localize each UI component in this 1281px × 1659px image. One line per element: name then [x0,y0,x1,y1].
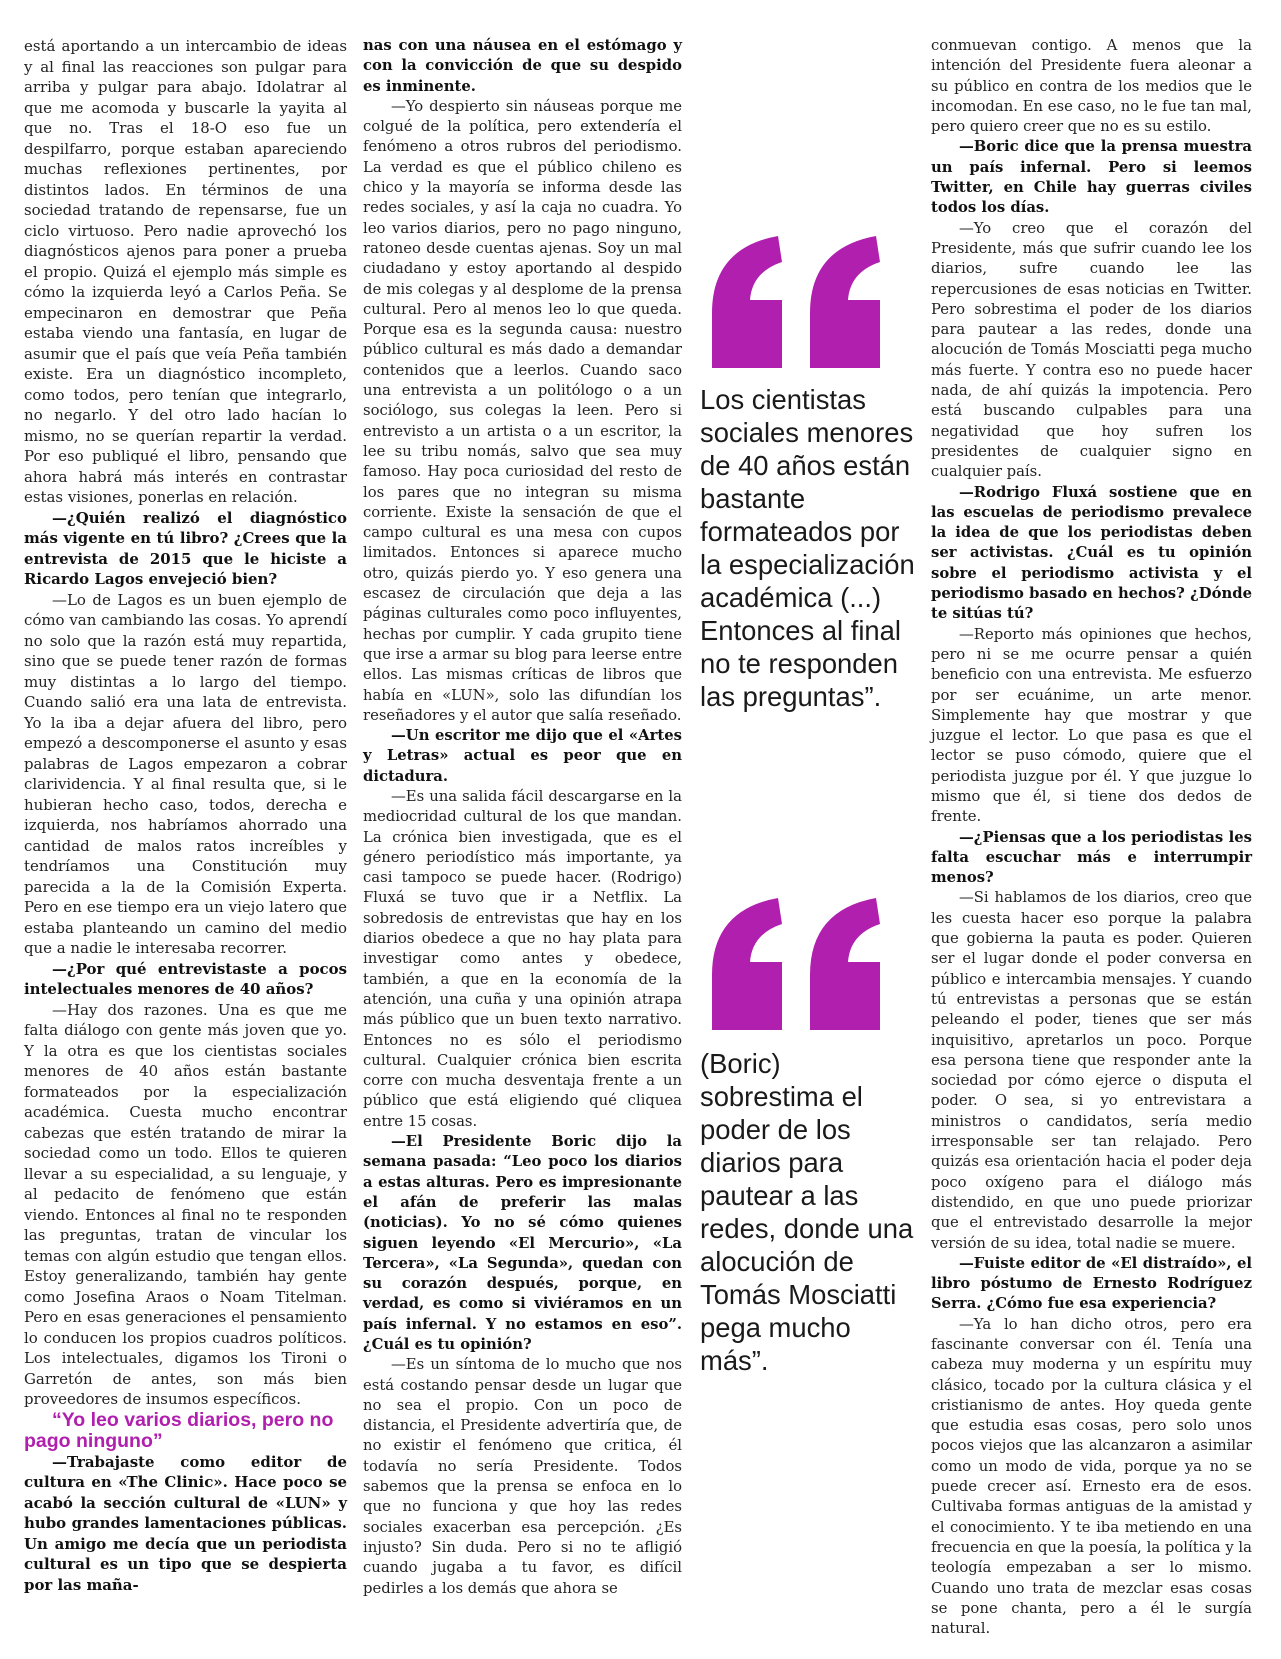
body-paragraph: conmuevan contigo. A menos que la intención del Presidente fuera aleonar a su público en contra de los medios que le incomodan. En ese caso, no le fue tan mal, pero quiero creer que no es su estilo. [931,37,1252,136]
body-paragraph: está aportando a un intercambio de ideas y al final las reacciones son pulgar para arriba y pulgar para abajo. Idolatrar al que me acomoda y buscarle la yayita al que no. Tras el 18-O eso fue un despilfarro, porque estaban apareciendo muchas reflexiones pertinentes, por distintos lados. En términos de una sociedad tratando de repensarse, fue un ciclo virtuoso. Pero nadie aprovechó los diagnósticos ajenos para poner a prueba el propio. Quizá el ejemplo más simple es cómo la izquierda leyó a Carlos Peña. Se empecinaron en demostrar que Peña estaba viendo una fantasía, en lugar de asumir que el país que veía Peña también existe. Era un diagnóstico incompleto, como todos, pero tenían que integrarlo, no negarlo. Y del otro lado hacían lo mismo, no se querían repartir la verdad. Por eso publiqué el libro, pensando que ahora habrá más interés en contrastar estas visiones, ponerlas en relación. [24,37,347,506]
interview-answer: —Si hablamos de los diarios, creo que les cuesta hacer eso porque la palabra que gobierna la pauta es poder. Quieren ser el lugar donde el poder conversa en público e intercambia mensajes. Y cuando tú entrevistas a personas que se están peleando el poder, tienes que ser más inquisitivo, apretarlos un poco. Porque esa persona tiene que responder ante la sociedad por cómo ejerce o disputa el poder. O sea, si yo entrevistara a ministros o candidatos, sería medio irresponsable ser tan relajado. Pero quizás esa orientación hacia el poder deja poco oxígeno para el diálogo más distendido, en que uno puede priorizar que el entrevistado desarrolle la mejor versión de su idea, total nadie se muere. [931,889,1252,1252]
interview-answer: —Es un síntoma de lo mucho que nos está costando pensar desde un lugar que no sea el propio. Con un poco de distancia, el Presidente advertiría que, de no existir el fenómeno que critica, él todavía no sería Presidente. Todos sabemos que la prensa se enfoca en lo que no funciona y que hoy las redes sociales exacerban esa percepción. ¿Es injusto? Sin duda. Pero si no te afligió cuando jugaba a tu favor, es difícil pedirles a los demás que ahora se [363,1356,682,1597]
interview-question-continued: nas con una náusea en el estómago y con la convicción de que su despido es inminente. [363,37,682,95]
quote-mark-icon [700,228,900,368]
interview-question: —Boric dice que la prensa muestra un país infernal. Pero si leemos Twitter, en Chile hay guerras civiles todos los días. [931,138,1252,217]
interview-question: —¿Por qué entrevistaste a pocos intelectuales menores de 40 años? [24,959,347,998]
pull-quote-2: (Boric) sobrestima el poder de los diarios para pautear a las redes, donde una alocución de Tomás Mosciatti pega mucho más”. [700,1048,914,1376]
interview-answer: —Hay dos razones. Una es que me falta diálogo con gente más joven que yo. Y la otra es que los cientistas sociales menores de 40 años están bastante formateados por la especialización académica. Cuesta mucho encontrar cabezas que estén tratando de mirar la sociedad como un todo. Ellos te quieren llevar a su especialidad, a su lenguaje, y al pedacito de fenómeno que están viendo. Entonces al final no te responden las preguntas, tratan de vincular los temas con algún estudio que tengan ellos. Estoy generalizando, también hay gente como Josefina Araos o Noam Titelman. Pero en esas generaciones el pensamiento lo conducen los propios cuadros políticos. Los intelectuales, digamos los Tironi o Garretón de antes, son más bien proveedores de insumos específicos. [24,1000,347,1408]
interview-answer: —Lo de Lagos es un buen ejemplo de cómo van cambiando las cosas. Yo aprendí no solo que la razón está muy repartida, sino que se puede tener razón de formas muy distintas a lo largo del tiempo. Cuando salió era una lata de entrevista. Yo la iba a dejar afuera del libro, pero empezó a descomponerse el asunto y esas palabras de Lagos empezaron a cobrar clarividencia. Y al final resulta que, si le hubieran hecho caso, todos, derecha e izquierda, nos habríamos ahorrado una cantidad de malos ratos increíbles y tendríamos una Constitución muy parecida a la de la Comisión Experta. Pero en ese tiempo era un viejo latero que estaba planteando un camino del medio que a nadie le interesaba recorrer. [24,590,347,957]
interview-question: —¿Quién realizó el diagnóstico más vigente en tú libro? ¿Crees que la entrevista de 2015 que le hiciste a Ricardo Lagos envejeció bien? [24,508,347,588]
interview-question: —Fuiste editor de «El distraído», el libro póstumo de Ernesto Rodríguez Serra. ¿Cómo fue esa experiencia? [931,1254,1252,1313]
interview-answer: —Es una salida fácil descargarse en la mediocridad cultural de los que mandan. La crónica bien investigada, que es el género periodístico más importante, ya casi tampoco se puede hacer. (Rodrigo) Fluxá se tuvo que ir a Netflix. La sobredosis de entrevistas que hay en los diarios obedece a que no hay plata para investigar como antes y obedece, también, a que en la economía de la atención, una cuña y una opinión atrapa más público que un buen texto narrativo. Entonces no es sólo el periodismo cultural. Cualquier crónica bien escrita corre con mucha desventaja frente a un público que está eligiendo qué cliquea entre 15 cosas. [363,787,682,1130]
interview-answer: —Yo creo que el corazón del Presidente, más que sufrir cuando lee los diarios, sufre cuando lee las repercusiones de esas noticias en Twitter. Pero sobrestima el poder de los diarios para pautear a las redes, donde una alocución de Tomás Mosciatti pega mucho más fuerte. Y contra eso no puede hacer nada, de ahí quizás la impotencia. Pero está buscando culpables para una negatividad que hoy sufren los presidentes de cualquier signo en cualquier país. [931,219,1252,481]
interview-answer: —Yo despierto sin náuseas porque me colgué de la política, pero extendería el fenómeno a otros rubros del periodismo. La verdad es que el público chileno es chico y la mayoría se informa desde las redes sociales, y así la caja no cuadra. Yo leo varios diarios, pero no pago ninguno, ratoneo desde cuentas ajenas. Soy un mal ciudadano y estoy aportando al despido de mis colegas y al desplome de la prensa cultural. Pero al menos leo lo que queda. Porque esa es la segunda causa: nuestro público cultural es más dado a demandar contenidos que a leerlos. Cuando saco una entrevista a un politólogo o a un sociólogo, sus colegas la leen. Pero si entrevisto a un artista o a un escritor, la lee su tribu nomás, salvo que sea muy famoso. Hay poca curiosidad del resto de los pares que no integran su misma corriente. Existe la sensación de que el campo cultural es una mesa con cupos limitados. Entonces si aparece mucho otro, quizás pierdo yo. Y eso genera una escasez de circulación que deja a las páginas culturales como poco influyentes, hechas por cumplir. Y cada grupito tiene que irse a armar su blog para leerse entre ellos. Las mismas críticas de libros que había en «LUN», solo las difundían los reseñadores y el autor que salía reseñado. [363,97,682,724]
interview-question: —Un escritor me dijo que el «Artes y Letras» actual es peor que en dictadura. [363,727,682,785]
pull-quote-1: Los cientistas sociales menores de 40 años están bastante formateados por la especialización académica (...) Entonces al final no te responden las preguntas”. [700,384,915,712]
interview-question: —¿Piensas que a los periodistas les falta escuchar más e interrumpir menos? [931,828,1252,887]
interview-answer: —Ya lo han dicho otros, pero era fascinante conversar con él. Tenía una cabeza muy moderna y un espíritu muy clásico, tocado por la cultura clásica y el cristianismo de antes. Hoy queda gente que estudia esas cosas, pero solo unos pocos viejos que las alcanzaron a asimilar como un modo de vida, porque ya no se puede crecer así. Ernesto era de esos. Cultivaba formas antiguas de la amistad y el conocimiento. Y te iba metiendo en una frecuencia en que la poesía, la política y la teología empezaban a ser lo mismo. Cuando uno trata de mezclar esas cosas se pone chanta, pero a él le surgía natural. [931,1315,1252,1638]
interview-question: —Rodrigo Fluxá sostiene que en las escuelas de periodismo prevalece la idea de que los periodistas deben ser activistas. ¿Cuál es tu opinión sobre el periodismo activista y el periodismo basado en hechos? ¿Dónde te sitúas tú? [931,483,1252,623]
section-subheading: “Yo leo varios diarios, pero no pago ninguno” [24,1408,334,1452]
article-column-3 [931,36,1252,1639]
interview-question: —El Presidente Boric dijo la semana pasada: “Leo poco los diarios a estas alturas. Pero es impresionante el afán de preferir las malas (noticias). Yo no sé cómo quienes siguen leyendo «El Mercurio», «La Tercera», «La Segunda», quedan con su corazón después, porque, en verdad, es como si viviéramos en un país infernal. Y no estamos en eso”. ¿Cuál es tu opinión? [363,1133,682,1353]
interview-answer: —Reporto más opiniones que hechos, pero ni se me ocurre pensar a quién beneficio con una entrevista. Me esfuerzo por ser ecuánime, un arte menor. Simplemente hay que mostrar y que juzgue el lector. Lo que pasa es que el lector se puso cómodo, quiere que el periodista juzgue por él. Y que juzgue lo mismo que él, si tiene dos dedos de frente. [931,625,1252,826]
quote-mark-icon [700,890,900,1030]
article-column-1 [24,36,347,1595]
interview-question: —Trabajaste como editor de cultura en «The Clinic». Hace poco se acabó la sección cultural de «LUN» y hubo grandes lamentaciones públicas. Un amigo me decía que un periodista cultural es un tipo que se despierta por las maña- [24,1452,347,1594]
article-column-2 [363,36,682,1599]
